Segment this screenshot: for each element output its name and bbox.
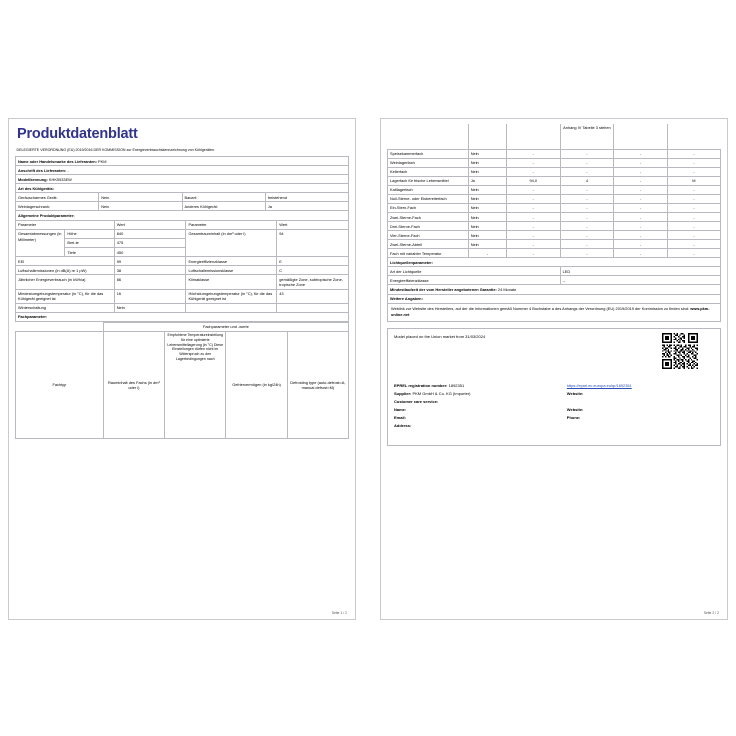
table-row — [16, 275, 349, 289]
compartment-freeze: - — [614, 204, 668, 213]
compartment-freeze: - — [614, 231, 668, 240]
table-row — [388, 213, 721, 222]
dimension-value: 840 — [114, 230, 186, 239]
compartment-name: Vier-Sterne-Fach — [388, 231, 469, 240]
compartment-freeze: - — [614, 249, 668, 258]
cell-label: Anderes Kühlgerät: — [182, 202, 265, 211]
table-row — [16, 147, 349, 157]
compartment-freeze: - — [614, 222, 668, 231]
supplier-label: Supplier: — [394, 390, 412, 396]
compartment-parameters-heading: Fachparameter: — [16, 312, 349, 321]
cell-label: Mindestumgebungstemperatur (in °C), für die das Kühlgerät geeignet ist — [16, 289, 115, 303]
light-source-label: Energieeffizienzklasse — [388, 276, 561, 285]
website-cell — [567, 391, 714, 397]
column-header-temperature: Empfohlene Temperatureinstellung für eine optimierte Lebensmittellagerung (in °C) Diese Einstellungen dürfen nicht im Widerspruch zu den Lagerbedingungen nach — [165, 331, 226, 439]
model-cell — [16, 175, 349, 184]
compartment-present: Ja — [468, 176, 506, 185]
compartment-defrost: - — [667, 149, 720, 158]
compartment-defrost: M — [667, 176, 720, 185]
compartment-present: Nein — [468, 213, 506, 222]
cell-label: Klimaklasse — [186, 275, 277, 289]
care-name-label: Name: — [394, 406, 407, 412]
care-email-label: Email: — [394, 414, 407, 420]
cell-label: Energieeffizienzklasse — [186, 257, 277, 266]
compartment-defrost: - — [667, 158, 720, 167]
dimension-value: 475 — [114, 239, 186, 248]
light-source-label: Art der Lichtquelle — [388, 267, 561, 276]
compartment-defrost: - — [667, 231, 720, 240]
table-row — [16, 289, 349, 303]
compartment-temp: - — [560, 222, 614, 231]
table-row — [16, 166, 349, 175]
compartment-volume: - — [507, 231, 561, 240]
supplier-name-label: Name oder Handelsmarke des Lieferanten: — [18, 158, 97, 164]
phone-cell — [567, 415, 714, 421]
cell-value: Ja — [265, 202, 348, 211]
table-row — [388, 267, 721, 276]
compartment-present: Nein — [468, 195, 506, 204]
warranty-cell — [388, 285, 721, 294]
compartment-temp: - — [560, 213, 614, 222]
page-1 — [8, 118, 356, 620]
empty-cell — [614, 124, 668, 149]
supplier-row — [394, 391, 714, 397]
address-cell — [394, 423, 567, 429]
compartment-volume: - — [507, 185, 561, 194]
table-row — [388, 258, 721, 267]
table-row — [16, 157, 349, 166]
compartment-freeze: - — [614, 149, 668, 158]
compartment-name: Ein-Stern-Fach — [388, 204, 469, 213]
table-row — [16, 331, 349, 439]
compartment-defrost: - — [667, 195, 720, 204]
cell-label: Jährlicher Energieverbrauch (in kWh/a) — [16, 275, 115, 289]
total-volume-label: Gesamtrauminhalt (in dm³ oder l) — [186, 230, 277, 257]
care-service-heading: Customer care service: — [394, 398, 439, 404]
empty-cell — [277, 303, 349, 312]
registration-box — [387, 328, 721, 446]
compartment-columns-table — [15, 322, 349, 440]
further-info-heading: Weitere Angaben: — [388, 294, 721, 303]
supplier-table — [15, 147, 349, 221]
compartment-name: Speisekammerfach — [388, 149, 469, 158]
general-parameters-table — [15, 220, 349, 322]
supplier-address-cell — [16, 166, 349, 175]
table-row — [388, 176, 721, 185]
cell-value: 99 — [114, 257, 186, 266]
col-header: Wert — [114, 221, 186, 230]
supplier-address-value: - — [67, 167, 69, 173]
header-note: Anhang IV Tabelle 3 stehen — [560, 124, 614, 149]
supplier-value: PKM GmbH & Co. KG (Importer) — [412, 390, 471, 396]
eprel-cell — [394, 383, 567, 389]
table-row — [388, 149, 721, 158]
total-volume-value: 94 — [277, 230, 349, 257]
compartment-freeze: - — [614, 158, 668, 167]
cell-label: Höchstumgebungstemperatur (in °C), für die das Kühlgerät geeignet ist — [186, 289, 277, 303]
compartment-present: Nein — [468, 222, 506, 231]
model-label: Modellkennung: — [18, 176, 48, 182]
compartment-present: Nein — [468, 185, 506, 194]
compartment-defrost: - — [667, 167, 720, 176]
compartment-defrost: - — [667, 249, 720, 258]
cell-value: E — [277, 257, 349, 266]
column-header-freezing: Gefriervermögen (in kg/24h) — [226, 331, 287, 439]
table-row — [16, 221, 349, 230]
compartment-temp: - — [560, 167, 614, 176]
address-row — [394, 423, 714, 429]
website2-cell — [567, 407, 714, 413]
compartment-name: Lagerfach für frische Lebensmittel — [388, 176, 469, 185]
name-cell — [394, 407, 567, 413]
dimension-name: Höhe — [65, 230, 114, 239]
table-row — [388, 158, 721, 167]
empty-cell — [186, 303, 277, 312]
cell-value: gemäßigte Zone, subtropische Zone, tropische Zone — [277, 275, 349, 289]
appliance-type-heading: Art des Kühlgeräts: — [16, 184, 349, 193]
cell-value: 16 — [114, 289, 186, 303]
model-value: KHK5533EW — [48, 176, 72, 182]
dimensions-label: Gesamtabmessungen (in Millimeter) — [16, 230, 65, 257]
table-row — [388, 195, 721, 204]
table-row — [16, 312, 349, 321]
light-source-value: -- — [560, 276, 720, 285]
compartment-freeze: - — [614, 240, 668, 249]
cell-label: Luftschallemissionen (in dB(A) re 1 pW) — [16, 266, 115, 275]
column-header-fachtyp: Fachtyp — [16, 331, 104, 439]
compartment-volume: - — [507, 222, 561, 231]
table-row — [16, 211, 349, 220]
warranty-value: 24 Monate — [497, 286, 517, 292]
cell-value: Nein — [99, 202, 182, 211]
table-row — [16, 193, 349, 202]
cell-label: EEI — [16, 257, 115, 266]
email-cell — [394, 415, 567, 421]
table-row — [388, 294, 721, 303]
compartment-volume: - — [507, 249, 561, 258]
table-row — [388, 276, 721, 285]
compartment-freeze: - — [614, 167, 668, 176]
compartment-temp: - — [560, 149, 614, 158]
empty-cell — [567, 423, 714, 429]
care-heading-cell — [394, 399, 567, 405]
compartment-present: Nein — [468, 149, 506, 158]
cell-value: 38 — [114, 266, 186, 275]
table-row — [388, 222, 721, 231]
compartment-volume: 94,0 — [507, 176, 561, 185]
compartment-present: Nein — [468, 167, 506, 176]
supplier-address-label: Anschrift des Lieferanten: — [18, 167, 67, 173]
care-heading-row — [394, 399, 714, 405]
table-row — [388, 185, 721, 194]
compartment-present: Nein — [468, 204, 506, 213]
compartment-volume: - — [507, 213, 561, 222]
page-footer: Seite 1 / 2 — [331, 611, 347, 615]
light-source-heading: Lichtquellenparameter: — [388, 258, 721, 267]
compartment-name: Kellerfach — [388, 167, 469, 176]
table-row — [16, 202, 349, 211]
compartment-freeze: - — [614, 213, 668, 222]
table-row — [388, 240, 721, 249]
name-row — [394, 407, 714, 413]
empty-cell — [468, 124, 506, 149]
compartment-freeze: - — [614, 185, 668, 194]
compartment-volume: - — [507, 149, 561, 158]
warranty-label: Mindestlaufzeit der vom Hersteller angebotenen Garantie: — [390, 286, 497, 292]
compartment-volume: - — [507, 158, 561, 167]
cell-value: 86 — [114, 275, 186, 289]
table-row — [16, 322, 349, 331]
col-header: Parameter — [16, 221, 115, 230]
compartment-defrost: - — [667, 213, 720, 222]
cell-label: Weinlagerschrank: — [16, 202, 99, 211]
further-info-text: Weblink zur Website des Herstellers, auf der die Informationen gemäß Nummer 4 Buchstabe a des Anhangs der Verordnung (EU) 2019/2019 der Kommission zu finden sind: — [391, 306, 690, 312]
compartment-name: Null-Sterne- oder Eisbereiterfach — [388, 195, 469, 204]
empty-cell — [667, 124, 720, 149]
compartment-temp: - — [560, 249, 614, 258]
winter-label: Winterschaltung — [16, 303, 115, 312]
table-row — [16, 303, 349, 312]
email-row — [394, 415, 714, 421]
eprel-link[interactable]: https://eprel.ec.europa.eu/qr/1892351 — [566, 382, 632, 388]
compartment-present: - — [468, 249, 506, 258]
compartment-volume: - — [507, 204, 561, 213]
dimension-name: Tiefe — [65, 248, 114, 257]
qr-code[interactable] — [662, 333, 698, 369]
supplier-name-value: PKM — [98, 158, 107, 164]
empty-cell — [507, 124, 561, 149]
table-row — [388, 204, 721, 213]
cell-value: C — [277, 266, 349, 275]
further-info-url[interactable]: www.pkm-online.net — [391, 306, 710, 318]
qr-code-icon — [662, 333, 698, 369]
compartment-defrost: - — [667, 185, 720, 194]
table-row — [16, 175, 349, 184]
table-row — [388, 124, 721, 149]
table-row — [16, 257, 349, 266]
compartment-name: Fach mit variabler Temperatur — [388, 249, 469, 258]
compartment-present: Nein — [468, 240, 506, 249]
eprel-row — [394, 383, 714, 389]
compartment-present: Nein — [468, 158, 506, 167]
compartment-temp: - — [560, 204, 614, 213]
supplier-name-cell — [16, 157, 349, 166]
compartment-volume: - — [507, 167, 561, 176]
table-row — [388, 231, 721, 240]
care-website-label: Website: — [566, 406, 584, 412]
winter-value: Nein — [114, 303, 186, 312]
cell-label: Bauart: — [182, 193, 265, 202]
table-row — [388, 249, 721, 258]
group-header: Fachparameter und -werte — [103, 322, 348, 331]
compartment-temp: - — [560, 158, 614, 167]
table-row — [388, 303, 721, 322]
cell-label: Luftschallemissionsklasse — [186, 266, 277, 275]
light-source-value: LED — [560, 267, 720, 276]
col-header: Wert — [277, 221, 349, 230]
compartment-temp: - — [560, 185, 614, 194]
compartment-temp: 4 — [560, 176, 614, 185]
table-row — [16, 184, 349, 193]
page-title: Produktdatenblatt — [17, 126, 138, 142]
market-date-text: Model placed on the Union market from 31/03/2024 — [394, 334, 486, 340]
empty-cell — [16, 322, 104, 331]
cell-label: Geräuscharmes Gerät: — [16, 193, 99, 202]
further-info-cell — [388, 303, 721, 322]
column-header-volume: Rauminhalt des Fachs (in dm³ oder l) — [103, 331, 164, 439]
compartment-name: Zwei-Sterne-Abteil — [388, 240, 469, 249]
compartment-freeze: - — [614, 176, 668, 185]
compartment-present: Nein — [468, 231, 506, 240]
cell-value: Nein — [99, 193, 182, 202]
compartment-values-table — [387, 124, 721, 322]
compartment-name: Kaltlagerfach — [388, 185, 469, 194]
compartment-name: Zwei-Sterne-Fach — [388, 213, 469, 222]
dimension-name: Brei-te — [65, 239, 114, 248]
cell-value: 43 — [277, 289, 349, 303]
compartment-defrost: - — [667, 204, 720, 213]
eprel-label: EPREL registration number: — [394, 382, 448, 388]
col-header: Parameter — [186, 221, 277, 230]
empty-cell — [388, 124, 469, 149]
compartment-temp: - — [560, 195, 614, 204]
regulation-text: DELEGIERTE VERORDNUNG (EU) 2019/2016 DER KOMMISSION zur Energieverbrauchskennzeichnung von Kühlgeräten. — [16, 148, 215, 153]
page-2 — [380, 118, 728, 620]
eprel-value: 1892351 — [448, 382, 465, 388]
page-footer: Seite 2 / 2 — [703, 611, 719, 615]
table-row — [388, 167, 721, 176]
general-parameters-heading: Allgemeine Produktparameter: — [16, 211, 349, 220]
table-row — [16, 230, 349, 239]
compartment-volume: - — [507, 240, 561, 249]
supplier-cell — [394, 391, 567, 397]
dimension-value: 450 — [114, 248, 186, 257]
compartment-name: Weinlagerfach — [388, 158, 469, 167]
table-row — [388, 285, 721, 294]
cell-value: freistehend — [265, 193, 348, 202]
compartment-name: Drei-Sterne-Fach — [388, 222, 469, 231]
compartment-temp: - — [560, 231, 614, 240]
care-address-label: Address: — [394, 422, 412, 428]
empty-cell — [567, 399, 714, 405]
column-header-defrost: Defrosting type (auto-defrost=A, manual defrost=M) — [287, 331, 348, 439]
compartment-freeze: - — [614, 195, 668, 204]
table-row — [16, 266, 349, 275]
care-phone-label: Phone: — [566, 414, 581, 420]
compartment-defrost: - — [667, 240, 720, 249]
compartment-volume: - — [507, 195, 561, 204]
eprel-url-cell — [567, 383, 714, 389]
compartment-temp: - — [560, 240, 614, 249]
website-label: Website: — [566, 390, 584, 396]
compartment-defrost: - — [667, 222, 720, 231]
